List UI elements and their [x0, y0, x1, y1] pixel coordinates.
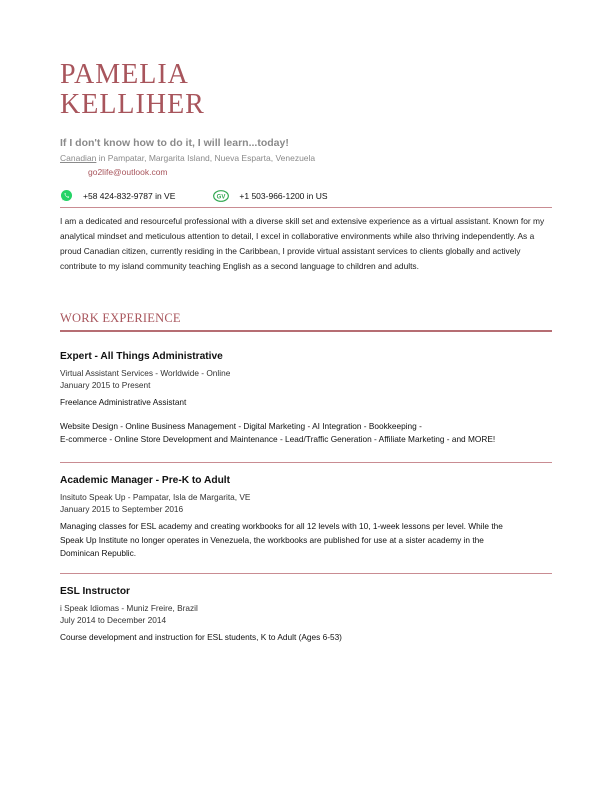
job-title: ESL Instructor: [60, 586, 131, 597]
job-description: Course development and instruction for ESL students, K to Adult (Ages 6-53): [60, 632, 342, 642]
phone-ve: [60, 189, 175, 202]
gvoice-icon: [213, 190, 229, 202]
candidate-name: [60, 60, 205, 120]
whatsapp-icon: [60, 189, 73, 202]
job-company: Virtual Assistant Services - Worldwide - Online: [60, 368, 231, 378]
tagline: If I don't know how to do it, I will learn...today!: [60, 137, 289, 149]
job-divider: [60, 573, 552, 574]
job-entry: [60, 475, 552, 561]
job-title: Expert - All Things Administrative: [60, 351, 223, 362]
job-dates: January 2015 to Present: [60, 380, 151, 390]
work-experience-heading: WORK EXPERIENCE: [60, 311, 181, 325]
job-entry: [60, 351, 552, 447]
job-description-line: Dominican Republic.: [60, 548, 137, 558]
professional-summary: I am a dedicated and resourceful professional with a diverse skill set and extensive experience as a virtual assistant. Known for my analytical mindset and meticulous attention to detail, I excel in collaborative environments while also thriving independently. As a proud Canadian citizen, currently residing in the Caribbean, I provide virtual assistant services to clients globally and actively contribute to my island community teaching English as a second language to children and adults.: [60, 216, 545, 271]
job-entry: [60, 586, 552, 645]
job-description: [60, 520, 552, 561]
job-meta: [60, 367, 552, 391]
nationality-link[interactable]: Canadian: [60, 153, 97, 163]
first-name: PAMELIA: [60, 59, 189, 90]
job-divider: [60, 462, 552, 463]
header-divider: [60, 207, 552, 208]
job-description-line: Speak Up Institute no longer operates in Venezuela, the workbooks are published for use at a sister academy in the: [60, 534, 484, 545]
job-meta: [60, 602, 552, 626]
job-dates: January 2015 to September 2016: [60, 504, 184, 514]
phone-ve-number[interactable]: +58 424-832-9787 in VE: [83, 190, 176, 201]
location-line: [60, 153, 315, 163]
job-role: Freelance Administrative Assistant: [60, 397, 187, 407]
email-link[interactable]: go2life@outlook.com: [88, 167, 168, 177]
job-meta: [60, 491, 552, 515]
gvoice-icon-text: GV: [217, 193, 226, 200]
job-title: Academic Manager - Pre-K to Adult: [60, 475, 231, 486]
work-experience-divider: [60, 330, 552, 332]
job-description-line: Managing classes for ESL academy and creating workbooks for all 12 levels with 10, 1-week lessons per level. While the: [60, 521, 503, 531]
job-dates: July 2014 to December 2014: [60, 615, 167, 625]
job-skills-line: E-commerce - Online Store Development and Maintenance - Lead/Traffic Generation - Affiliate Marketing - and MORE!: [60, 434, 496, 444]
phone-us: [213, 190, 327, 202]
last-name: KELLIHER: [60, 89, 205, 120]
job-skills-line: Website Design - Online Business Management - Digital Marketing - AI Integration - Bookkeeping -: [60, 420, 422, 431]
job-company: Insituto Speak Up - Pampatar, Isla de Margarita, VE: [60, 492, 251, 502]
phone-list: [60, 189, 328, 202]
job-company: i Speak Idiomas - Muniz Freire, Brazil: [60, 603, 198, 613]
job-skills: [60, 420, 552, 447]
location-text: in Pampatar, Margarita Island, Nueva Esparta, Venezuela: [96, 153, 316, 163]
phone-us-number[interactable]: +1 503-966-1200 in US: [239, 190, 328, 201]
